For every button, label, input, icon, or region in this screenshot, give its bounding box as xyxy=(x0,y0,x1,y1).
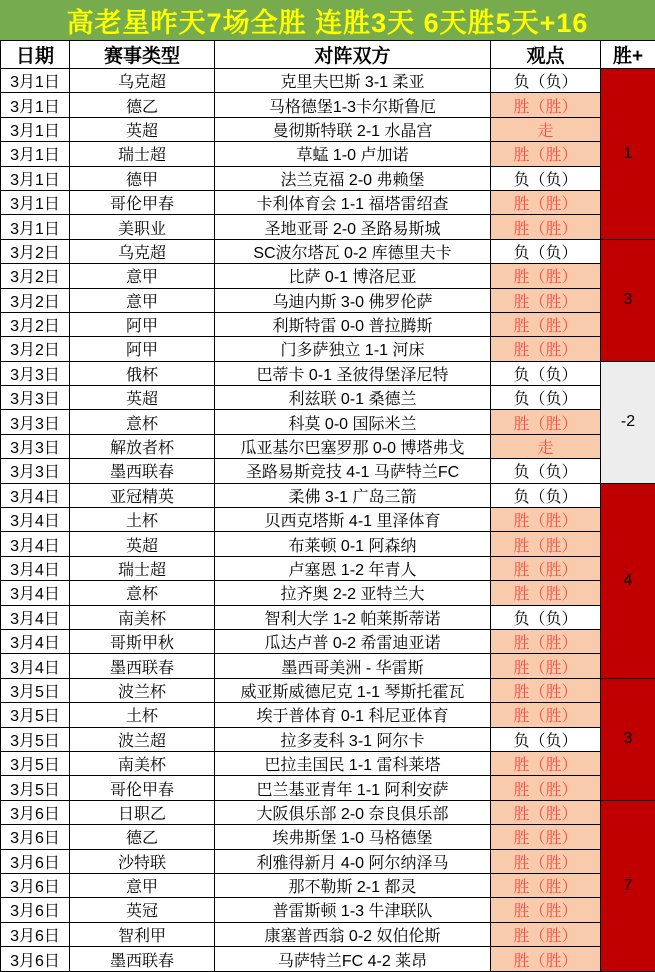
league-cell: 墨西联春 xyxy=(70,947,215,972)
date-cell: 3月1日 xyxy=(1,69,70,93)
date-cell: 3月3日 xyxy=(1,434,70,458)
table-row xyxy=(1,142,655,166)
date-cell: 3月1日 xyxy=(1,117,70,141)
date-cell: 3月4日 xyxy=(1,532,70,556)
table-row xyxy=(1,751,655,775)
table-row xyxy=(1,703,655,727)
view-cell: 负（负） xyxy=(491,361,601,385)
match-cell: 乌迪内斯 3-0 佛罗伦萨 xyxy=(215,288,491,312)
league-cell: 阿甲 xyxy=(70,337,215,361)
view-cell: 胜（胜） xyxy=(491,898,601,922)
league-cell: 英超 xyxy=(70,117,215,141)
view-cell: 胜（胜） xyxy=(491,410,601,434)
date-cell: 3月2日 xyxy=(1,239,70,263)
match-cell: 曼彻斯特联 2-1 水晶宫 xyxy=(215,117,491,141)
date-cell: 3月4日 xyxy=(1,654,70,678)
league-cell: 德乙 xyxy=(70,93,215,117)
title-banner xyxy=(0,0,655,40)
match-cell: 瓜达卢普 0-2 希雷迪亚诺 xyxy=(215,629,491,653)
view-cell: 胜（胜） xyxy=(491,678,601,702)
title-text: 高老星昨天7场全胜 连胜3天 6天胜5天+16 xyxy=(66,7,589,38)
net-cell: -2 xyxy=(601,361,655,483)
date-cell: 3月1日 xyxy=(1,166,70,190)
match-cell: SC波尔塔瓦 0-2 库德里夫卡 xyxy=(215,239,491,263)
match-cell: 那不勒斯 2-1 都灵 xyxy=(215,873,491,897)
view-cell: 胜（胜） xyxy=(491,288,601,312)
view-cell: 胜（胜） xyxy=(491,264,601,288)
league-cell: 土杯 xyxy=(70,508,215,532)
view-cell: 胜（胜） xyxy=(491,751,601,775)
table-row xyxy=(1,459,655,483)
view-cell: 胜（胜） xyxy=(491,142,601,166)
date-cell: 3月4日 xyxy=(1,581,70,605)
table-row xyxy=(1,873,655,897)
date-cell: 3月6日 xyxy=(1,825,70,849)
table-header-row xyxy=(1,41,655,69)
league-cell: 哥伦甲春 xyxy=(70,776,215,800)
league-cell: 阿甲 xyxy=(70,312,215,336)
view-cell: 胜（胜） xyxy=(491,825,601,849)
table-row xyxy=(1,654,655,678)
date-cell: 3月2日 xyxy=(1,312,70,336)
match-cell: 墨西哥美洲 - 华雷斯 xyxy=(215,654,491,678)
match-cell: 利雅得新月 4-0 阿尔纳泽马 xyxy=(215,849,491,873)
date-cell: 3月1日 xyxy=(1,190,70,214)
table-row xyxy=(1,849,655,873)
date-cell: 3月5日 xyxy=(1,727,70,751)
date-cell: 3月3日 xyxy=(1,386,70,410)
date-cell: 3月3日 xyxy=(1,361,70,385)
table-row xyxy=(1,678,655,702)
table-row xyxy=(1,410,655,434)
date-cell: 3月6日 xyxy=(1,898,70,922)
net-cell: 4 xyxy=(601,483,655,678)
view-cell: 胜（胜） xyxy=(491,873,601,897)
league-cell: 英超 xyxy=(70,532,215,556)
match-cell: 法兰克福 2-0 弗赖堡 xyxy=(215,166,491,190)
date-cell: 3月6日 xyxy=(1,849,70,873)
date-cell: 3月2日 xyxy=(1,288,70,312)
league-cell: 美职业 xyxy=(70,215,215,239)
table-row xyxy=(1,69,655,93)
view-cell: 胜（胜） xyxy=(491,312,601,336)
view-cell: 胜（胜） xyxy=(491,93,601,117)
date-cell: 3月4日 xyxy=(1,605,70,629)
view-cell: 胜（胜） xyxy=(491,190,601,214)
league-cell: 哥伦甲春 xyxy=(70,190,215,214)
table-row xyxy=(1,361,655,385)
col-header-date: 日期 xyxy=(1,41,70,69)
table-row xyxy=(1,166,655,190)
view-cell: 胜（胜） xyxy=(491,703,601,727)
view-cell: 负（负） xyxy=(491,605,601,629)
view-cell: 胜（胜） xyxy=(491,629,601,653)
match-cell: 圣地亚哥 2-0 圣路易斯城 xyxy=(215,215,491,239)
view-cell: 胜（胜） xyxy=(491,849,601,873)
match-cell: 利兹联 0-1 桑德兰 xyxy=(215,386,491,410)
match-cell: 布莱顿 0-1 阿森纳 xyxy=(215,532,491,556)
match-cell: 拉齐奥 2-2 亚特兰大 xyxy=(215,581,491,605)
match-cell: 康塞普西翁 0-2 奴伯伦斯 xyxy=(215,922,491,946)
table-row xyxy=(1,312,655,336)
date-cell: 3月1日 xyxy=(1,93,70,117)
date-cell: 3月5日 xyxy=(1,678,70,702)
match-cell: 埃于普体育 0-1 科尼亚体育 xyxy=(215,703,491,727)
league-cell: 瑞士超 xyxy=(70,556,215,580)
table-row xyxy=(1,776,655,800)
league-cell: 瑞士超 xyxy=(70,142,215,166)
view-cell: 胜（胜） xyxy=(491,581,601,605)
match-cell: 大阪俱乐部 2-0 奈良俱乐部 xyxy=(215,800,491,824)
table-row xyxy=(1,947,655,972)
league-cell: 墨西联春 xyxy=(70,654,215,678)
date-cell: 3月2日 xyxy=(1,337,70,361)
table-row xyxy=(1,727,655,751)
match-cell: 马萨特兰FC 4-2 莱昂 xyxy=(215,947,491,972)
table-row xyxy=(1,532,655,556)
table-row xyxy=(1,288,655,312)
league-cell: 墨西联春 xyxy=(70,459,215,483)
league-cell: 哥斯甲秋 xyxy=(70,629,215,653)
date-cell: 3月4日 xyxy=(1,629,70,653)
view-cell: 胜（胜） xyxy=(491,556,601,580)
table-row xyxy=(1,239,655,263)
match-cell: 巴蒂卡 0-1 圣彼得堡泽尼特 xyxy=(215,361,491,385)
table-row xyxy=(1,215,655,239)
table-row xyxy=(1,337,655,361)
match-cell: 克里夫巴斯 3-1 柔亚 xyxy=(215,69,491,93)
league-cell: 意甲 xyxy=(70,288,215,312)
date-cell: 3月1日 xyxy=(1,215,70,239)
date-cell: 3月4日 xyxy=(1,483,70,507)
table-row xyxy=(1,922,655,946)
view-cell: 胜（胜） xyxy=(491,776,601,800)
view-cell: 负（负） xyxy=(491,459,601,483)
date-cell: 3月6日 xyxy=(1,947,70,972)
league-cell: 智利甲 xyxy=(70,922,215,946)
table-row xyxy=(1,190,655,214)
match-cell: 圣路易斯竞技 4-1 马萨特兰FC xyxy=(215,459,491,483)
league-cell: 波兰杯 xyxy=(70,678,215,702)
match-cell: 利斯特雷 0-0 普拉腾斯 xyxy=(215,312,491,336)
view-cell: 负（负） xyxy=(491,239,601,263)
match-cell: 科莫 0-0 国际米兰 xyxy=(215,410,491,434)
table-row xyxy=(1,898,655,922)
league-cell: 意杯 xyxy=(70,410,215,434)
view-cell: 胜（胜） xyxy=(491,508,601,532)
league-cell: 意甲 xyxy=(70,873,215,897)
date-cell: 3月1日 xyxy=(1,142,70,166)
league-cell: 乌克超 xyxy=(70,239,215,263)
match-cell: 智利大学 1-2 帕莱斯蒂诺 xyxy=(215,605,491,629)
league-cell: 德甲 xyxy=(70,166,215,190)
view-cell: 负（负） xyxy=(491,166,601,190)
table-row xyxy=(1,605,655,629)
col-header-net: 胜+ xyxy=(601,41,655,69)
table-row xyxy=(1,800,655,824)
results-table xyxy=(0,40,655,972)
table-row xyxy=(1,508,655,532)
league-cell: 土杯 xyxy=(70,703,215,727)
view-cell: 胜（胜） xyxy=(491,215,601,239)
net-cell: 3 xyxy=(601,239,655,361)
match-cell: 门多萨独立 1-1 河床 xyxy=(215,337,491,361)
col-header-match: 对阵双方 xyxy=(215,41,491,69)
league-cell: 波兰超 xyxy=(70,727,215,751)
league-cell: 亚冠精英 xyxy=(70,483,215,507)
match-cell: 拉多麦科 3-1 阿尔卡 xyxy=(215,727,491,751)
league-cell: 意甲 xyxy=(70,264,215,288)
net-cell: 1 xyxy=(601,69,655,240)
view-cell: 胜（胜） xyxy=(491,337,601,361)
view-cell: 走 xyxy=(491,117,601,141)
date-cell: 3月6日 xyxy=(1,800,70,824)
date-cell: 3月6日 xyxy=(1,873,70,897)
table-row xyxy=(1,581,655,605)
view-cell: 负（负） xyxy=(491,727,601,751)
date-cell: 3月3日 xyxy=(1,410,70,434)
net-cell: 3 xyxy=(601,678,655,800)
table-row xyxy=(1,264,655,288)
match-cell: 卡利体育会 1-1 福塔雷绍查 xyxy=(215,190,491,214)
match-cell: 比萨 0-1 博洛尼亚 xyxy=(215,264,491,288)
match-cell: 卢塞恩 1-2 年青人 xyxy=(215,556,491,580)
view-cell: 负（负） xyxy=(491,386,601,410)
table-row xyxy=(1,93,655,117)
league-cell: 南美杯 xyxy=(70,605,215,629)
view-cell: 负（负） xyxy=(491,69,601,93)
match-cell: 草蜢 1-0 卢加诺 xyxy=(215,142,491,166)
view-cell: 负（负） xyxy=(491,483,601,507)
league-cell: 乌克超 xyxy=(70,69,215,93)
table-row xyxy=(1,629,655,653)
match-cell: 马格德堡1-3卡尔斯鲁厄 xyxy=(215,93,491,117)
view-cell: 胜（胜） xyxy=(491,922,601,946)
view-cell: 走 xyxy=(491,434,601,458)
date-cell: 3月4日 xyxy=(1,508,70,532)
date-cell: 3月5日 xyxy=(1,703,70,727)
league-cell: 德乙 xyxy=(70,825,215,849)
net-cell: 7 xyxy=(601,800,655,971)
table-row xyxy=(1,117,655,141)
table-row xyxy=(1,556,655,580)
match-cell: 巴拉圭国民 1-1 雷科莱塔 xyxy=(215,751,491,775)
view-cell: 胜（胜） xyxy=(491,654,601,678)
table-body xyxy=(1,69,655,972)
table-row xyxy=(1,483,655,507)
match-cell: 巴兰基亚青年 1-1 阿利安萨 xyxy=(215,776,491,800)
league-cell: 意杯 xyxy=(70,581,215,605)
date-cell: 3月5日 xyxy=(1,776,70,800)
league-cell: 解放者杯 xyxy=(70,434,215,458)
league-cell: 俄杯 xyxy=(70,361,215,385)
view-cell: 胜（胜） xyxy=(491,532,601,556)
league-cell: 南美杯 xyxy=(70,751,215,775)
col-header-view: 观点 xyxy=(491,41,601,69)
league-cell: 沙特联 xyxy=(70,849,215,873)
league-cell: 英冠 xyxy=(70,898,215,922)
match-cell: 威亚斯威德尼克 1-1 琴斯托霍瓦 xyxy=(215,678,491,702)
date-cell: 3月6日 xyxy=(1,922,70,946)
match-cell: 埃弗斯堡 1-0 马格德堡 xyxy=(215,825,491,849)
view-cell: 胜（胜） xyxy=(491,800,601,824)
league-cell: 英超 xyxy=(70,386,215,410)
table-row xyxy=(1,386,655,410)
match-cell: 瓜亚基尔巴塞罗那 0-0 博塔弗戈 xyxy=(215,434,491,458)
match-cell: 柔佛 3-1 广岛三箭 xyxy=(215,483,491,507)
date-cell: 3月3日 xyxy=(1,459,70,483)
date-cell: 3月4日 xyxy=(1,556,70,580)
date-cell: 3月5日 xyxy=(1,751,70,775)
table-row xyxy=(1,434,655,458)
table-row xyxy=(1,825,655,849)
match-cell: 贝西克塔斯 4-1 里泽体育 xyxy=(215,508,491,532)
date-cell: 3月2日 xyxy=(1,264,70,288)
league-cell: 日职乙 xyxy=(70,800,215,824)
match-cell: 普雷斯顿 1-3 牛津联队 xyxy=(215,898,491,922)
col-header-league: 赛事类型 xyxy=(70,41,215,69)
view-cell: 胜（胜） xyxy=(491,947,601,972)
